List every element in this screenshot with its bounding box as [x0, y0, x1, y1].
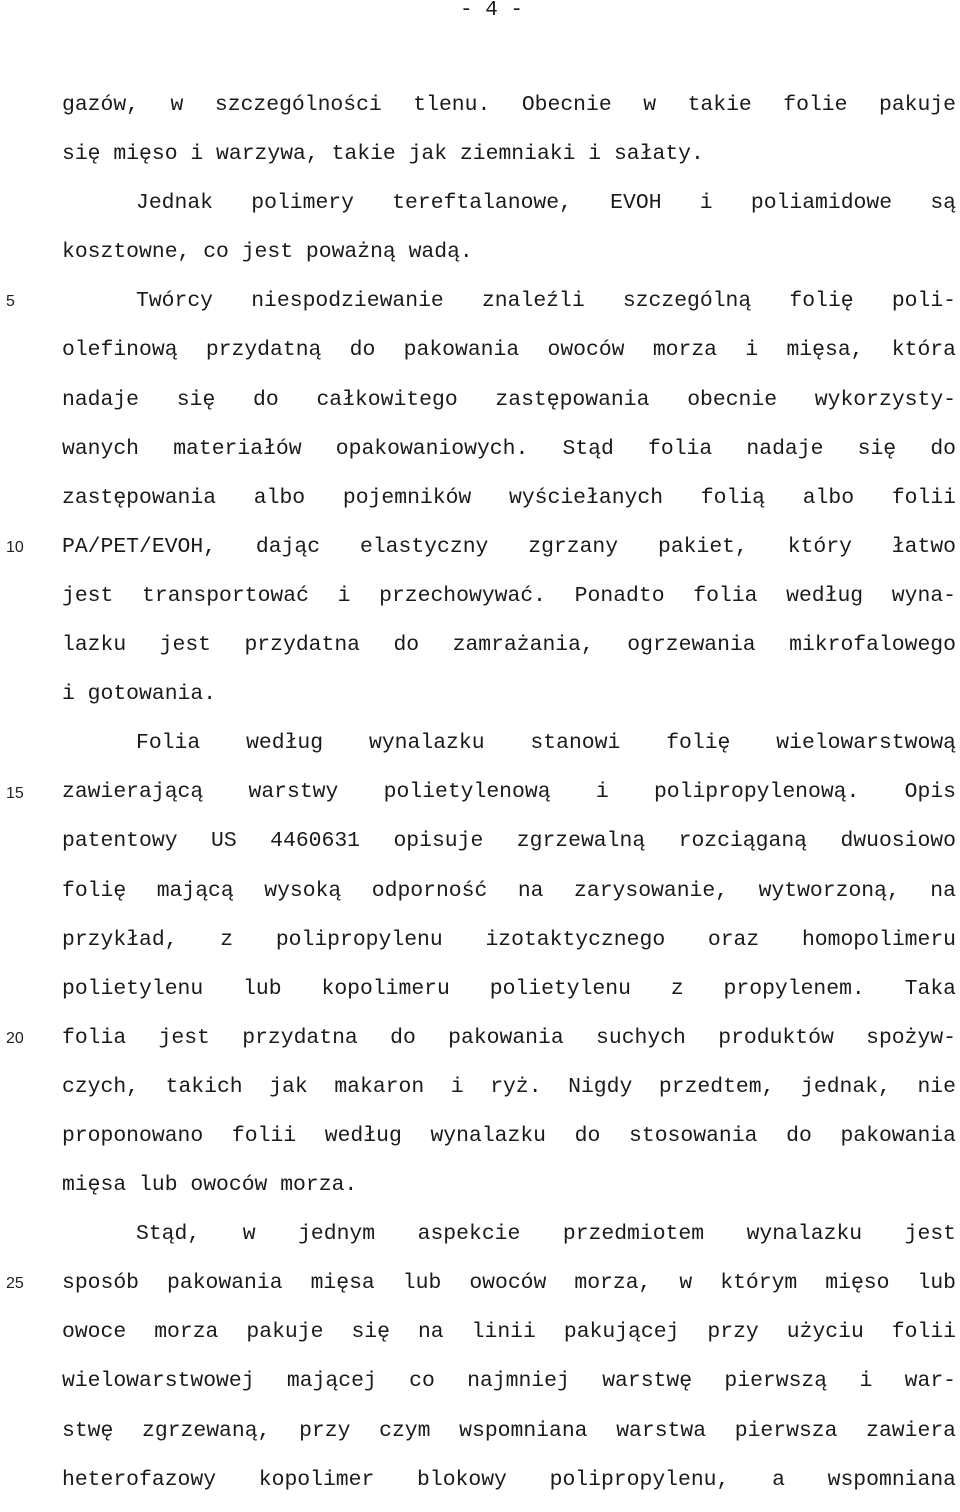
page-number: - 4 - [460, 0, 524, 22]
text-line: wielowarstwowej mającej co najmniej warstwę pierwszą i war- [62, 1369, 956, 1394]
text-line: heterofazowy kopolimer blokowy polipropylenu, a wspomniana [62, 1467, 956, 1492]
text-line: sposób pakowania mięsa lub owoców morza, w którym mięso lub [62, 1271, 956, 1296]
text-line: folia jest przydatna do pakowania suchych produktów spożyw- [62, 1025, 956, 1050]
text-line: wanych materiałów opakowaniowych. Stąd folia nadaje się do [62, 436, 956, 461]
text-line: zastępowania albo pojemników wyściełanych folią albo folii [62, 485, 956, 510]
line-number-25: 25 [6, 1275, 24, 1292]
paragraph-first-line: Jednak polimery tereftalanowe, EVOH i poliamidowe są [136, 191, 956, 216]
text-line: lazku jest przydatna do zamrażania, ogrzewania mikrofalowego [62, 633, 956, 658]
paragraph-first-line: Folia według wynalazku stanowi folię wielowarstwową [136, 731, 956, 756]
text-line: mięsa lub owoców morza. [62, 1173, 358, 1198]
text-line: patentowy US 4460631 opisuje zgrzewalną rozciąganą dwuosiowo [62, 829, 956, 854]
line-number-20: 20 [6, 1030, 24, 1047]
text-line: olefinową przydatną do pakowania owoców morza i mięsa, która [62, 338, 956, 363]
text-line: czych, takich jak makaron i ryż. Nigdy przedtem, jednak, nie [62, 1074, 956, 1099]
text-line: proponowano folii według wynalazku do stosowania do pakowania [62, 1123, 956, 1148]
text-line: owoce morza pakuje się na linii pakującej przy użyciu folii [62, 1320, 956, 1345]
text-line: folię mającą wysoką odporność na zarysowanie, wytworzoną, na [62, 878, 956, 903]
text-line: przykład, z polipropylenu izotaktycznego oraz homopolimeru [62, 927, 956, 952]
line-number-15: 15 [6, 785, 24, 802]
text-line: kosztowne, co jest poważną wadą. [62, 240, 473, 265]
text-line: PA/PET/EVOH, dając elastyczny zgrzany pakiet, który łatwo [62, 534, 956, 559]
paragraph-first-line: Twórcy niespodziewanie znaleźli szczególną folię poli- [136, 289, 956, 314]
text-line: gazów, w szczególności tlenu. Obecnie w takie folie pakuje [62, 93, 956, 117]
text-line: nadaje się do całkowitego zastępowania obecnie wykorzysty- [62, 387, 956, 412]
text-line: jest transportować i przechowywać. Ponadto folia według wyna- [62, 583, 956, 608]
text-line: zawierającą warstwy polietylenową i polipropylenową. Opis [62, 780, 956, 805]
text-line: i gotowania. [62, 682, 217, 707]
line-number-5: 5 [6, 293, 15, 310]
body-text [62, 88, 956, 1512]
line-number-10: 10 [6, 539, 24, 556]
text-line: się mięso i warzywa, takie jak ziemniaki i sałaty. [62, 142, 704, 167]
text-line: polietylenu lub kopolimeru polietylenu z propylenem. Taka [62, 976, 956, 1001]
text-line: stwę zgrzewaną, przy czym wspomniana warstwa pierwsza zawiera [62, 1418, 956, 1443]
paragraph-first-line: Stąd, w jednym aspekcie przedmiotem wynalazku jest [136, 1222, 956, 1247]
